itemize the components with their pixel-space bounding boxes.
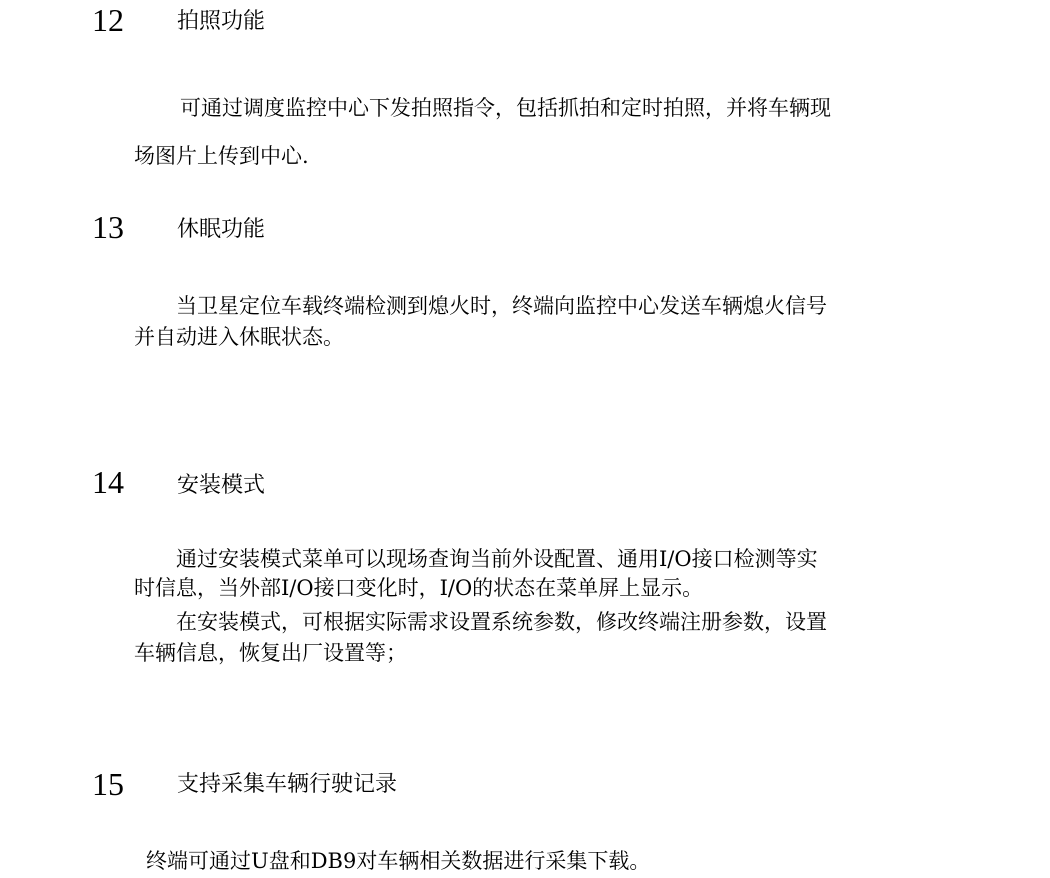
section-14-title: 安装模式: [177, 473, 266, 498]
paragraph-line: 场图片上传到中心.: [134, 144, 309, 168]
paragraph-line: 终端可通过U盘和DB9对车辆相关数据进行采集下载。: [146, 849, 651, 873]
section-15-number: 15: [92, 766, 124, 802]
section-13-number: 13: [92, 209, 124, 245]
paragraph-line: 通过安装模式菜单可以现场查询当前外设配置、通用I/O接口检测等实: [176, 547, 818, 571]
paragraph-line: 当卫星定位车载终端检测到熄火时，终端向监控中心发送车辆熄火信号: [176, 294, 827, 318]
section-14-paragraph-1: [134, 545, 818, 603]
paragraph-line: 时信息，当外部I/O接口变化时，I/O的状态在菜单屏上显示。: [134, 576, 704, 600]
section-13-title: 休眠功能: [177, 217, 266, 242]
section-14-number: 14: [92, 464, 124, 500]
section-15-title: 支持采集车辆行驶记录: [177, 772, 398, 797]
section-12-number: 12: [92, 2, 124, 38]
section-13-paragraph: [134, 291, 827, 353]
paragraph-line: 在安装模式，可根据实际需求设置系统参数，修改终端注册参数，设置: [176, 610, 827, 634]
section-12-paragraph: [134, 84, 831, 180]
paragraph-line: 车辆信息，恢复出厂设置等；: [134, 641, 407, 665]
section-12-title: 拍照功能: [177, 9, 266, 34]
paragraph-line: 并自动进入休眠状态。: [134, 325, 344, 349]
section-14-paragraph-2: [134, 607, 827, 669]
section-15-paragraph: [146, 846, 650, 877]
paragraph-line: 可通过调度监控中心下发拍照指令，包括抓拍和定时拍照，并将车辆现: [180, 96, 831, 120]
